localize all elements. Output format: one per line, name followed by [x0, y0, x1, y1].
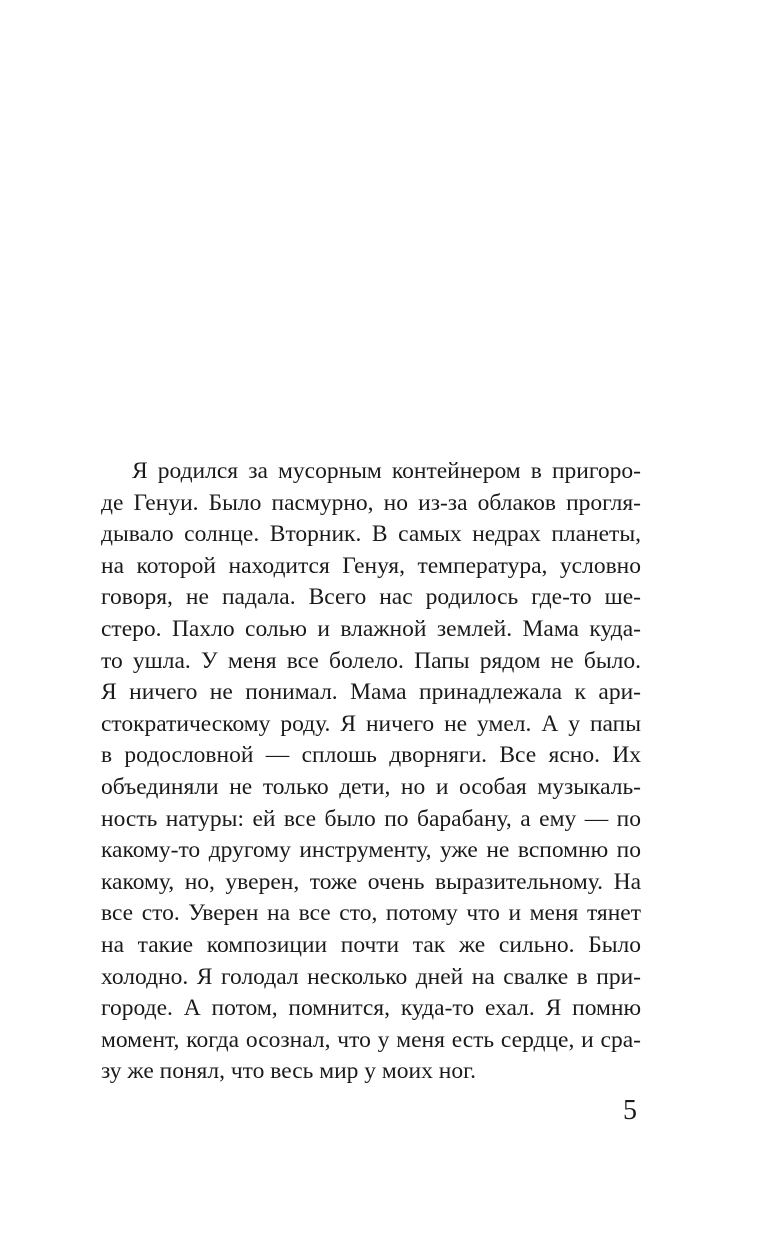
text-line: ность натуры: ей все было по барабану, а ему — по	[101, 805, 641, 832]
text-line: объединяли не только дети, но и особая музыкаль-	[101, 773, 641, 800]
text-line: стеро. Пахло солью и влажной землей. Мама куда-	[101, 615, 641, 642]
page-number: 5	[623, 1095, 637, 1126]
text-line: Я родился за мусорным контейнером в пригоро-	[132, 458, 641, 484]
text-line: де Генуи. Было пасмурно, но из-за облаков прогля-	[101, 489, 641, 516]
text-line: на такие композиции почти так же сильно. Было	[101, 931, 641, 958]
text-line: говоря, не падала. Всего нас родилось где-то ше-	[101, 584, 641, 611]
text-line: какому, но, уверен, тоже очень выразительному. На	[101, 868, 641, 895]
text-line: на которой находится Генуя, температура, условно	[101, 552, 641, 579]
text-line: в родословной — сплошь дворняги. Все ясно. Их	[101, 742, 641, 769]
text-line: зу же понял, что весь мир у моих ног.	[101, 1058, 476, 1085]
text-line: какому-то другому инструменту, уже не вспомню по	[101, 837, 641, 864]
text-line: Я ничего не понимал. Мама принадлежала к ари-	[101, 679, 641, 706]
text-line: дывало солнце. Вторник. В самых недрах планеты,	[101, 521, 641, 548]
text-line: момент, когда осознал, что у меня есть сердце, и сра-	[101, 1026, 641, 1053]
body-paragraph	[101, 456, 641, 1088]
text-line: все сто. Уверен на все сто, потому что и меня тянет	[101, 900, 641, 927]
text-line: холодно. Я голодал несколько дней на свалке в при-	[101, 963, 641, 990]
text-line: городе. А потом, помнится, куда-то ехал. Я помню	[101, 995, 641, 1022]
text-line: стократическому роду. Я ничего не умел. А у папы	[101, 710, 641, 737]
text-line: то ушла. У меня все болело. Папы рядом не было.	[101, 647, 641, 674]
